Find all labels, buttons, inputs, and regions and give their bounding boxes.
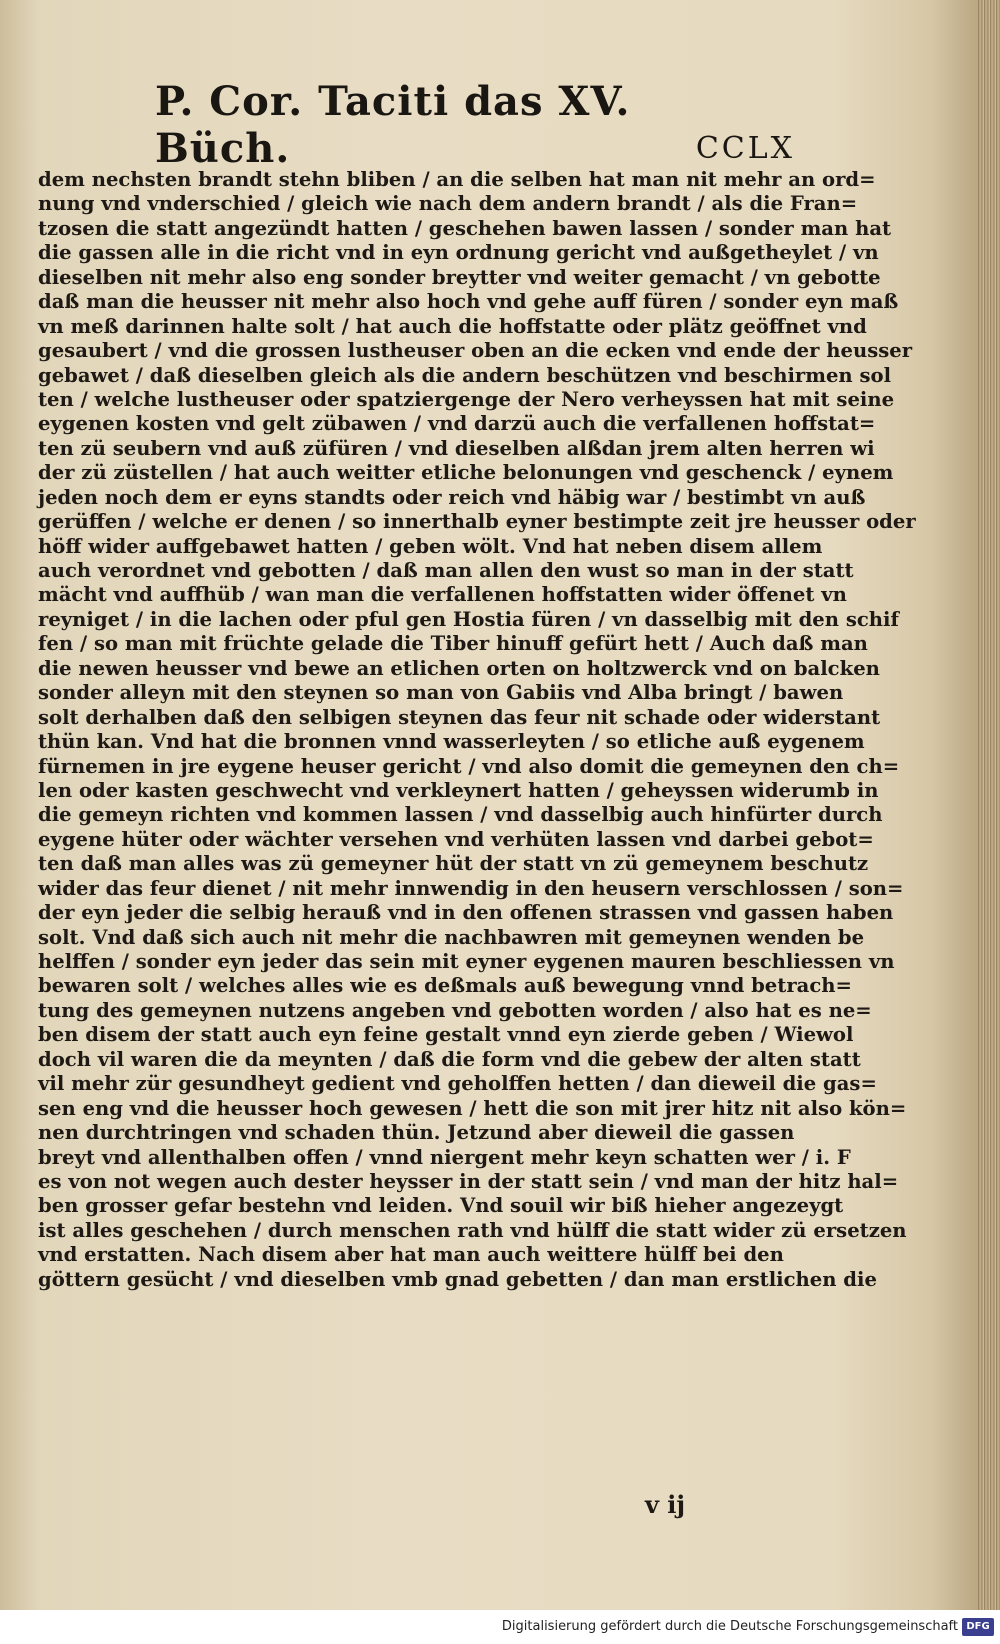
text-line: eygene hüter oder wächter versehen vnd verhüten lassen vnd darbei gebot= <box>38 827 874 851</box>
dfg-logo: DFG <box>962 1618 994 1636</box>
footer-credit: Digitalisierung gefördert durch die Deutsche Forschungsgemeinschaft <box>501 1619 958 1634</box>
text-line: wider das feur dienet / nit mehr innwendig in den heusern verschlossen / son= <box>38 876 904 900</box>
text-line: gesaubert / vnd die grossen lustheuser oben an die ecken vnd ende der heusser <box>38 339 913 363</box>
text-line: ben disem der statt auch eyn feine gestalt vnnd eyn zierde geben / Wiewol <box>38 1023 854 1047</box>
text-line: der eyn jeder die selbig herauß vnd in den offenen strassen vnd gassen haben <box>38 901 894 925</box>
text-line: fürnemen in jre eygene heuser gericht / vnd also domit die gemeynen den ch= <box>38 754 900 778</box>
text-line: fen / so man mit früchte gelade die Tiber hinuff gefürt hett / Auch daß man <box>38 632 868 656</box>
text-line: eygenen kosten vnd gelt zübawen / vnd darzü auch die verfallenen hoffstat= <box>38 412 876 436</box>
text-line: die newen heusser vnd bewe an etlichen orten on holtzwerck vnd on balcken <box>38 656 880 680</box>
text-line: dem nechsten brandt stehn bliben / an die selben hat man nit mehr an ord= <box>38 168 876 191</box>
text-line: ist alles geschehen / durch menschen rath vnd hülff die statt wider zü ersetzen <box>38 1218 907 1242</box>
page-edge <box>978 0 1000 1610</box>
folio-number: CCLX <box>695 131 795 166</box>
text-line: ten daß man alles was zü gemeyner hüt der statt vn zü gemeynem beschutz <box>38 852 869 876</box>
text-line: jeden noch dem er eyns standts oder reich vnd häbig war / bestimbt vn auß <box>38 485 866 509</box>
text-line: ten zü seubern vnd auß züfüren / vnd dieselben alßdan jrem alten herren wi <box>38 436 875 460</box>
text-line: sonder alleyn mit den steynen so man von Gabiis vnd Alba bringt / bawen <box>38 681 844 705</box>
text-line: gebawet / daß dieselben gleich als die andern beschützen vnd beschirmen sol <box>38 363 892 387</box>
text-line: nen durchtringen vnd schaden thün. Jetzund aber dieweil die gassen <box>38 1121 795 1145</box>
text-line: die gassen alle in die richt vnd in eyn ordnung gericht vnd außgetheylet / vn <box>38 241 879 265</box>
signature-mark: v ij <box>645 1490 686 1519</box>
text-line: göttern gesücht / vnd dieselben vmb gnad gebetten / dan man erstlichen die <box>38 1267 877 1291</box>
page-header <box>155 78 795 172</box>
text-line: vil mehr zür gesundheyt gedient vnd geholffen hetten / dan dieweil die gas= <box>38 1072 877 1096</box>
text-line: der zü züstellen / hat auch weitter etliche belonungen vnd geschenck / eynem <box>38 461 894 485</box>
text-line: bewaren solt / welches alles wie es deßmals auß bewegung vnnd betrach= <box>38 974 852 998</box>
text-line: vn meß darinnen halte solt / hat auch die hoffstatte oder plätz geöffnet vnd <box>38 314 867 338</box>
text-line: nung vnd vnderschied / gleich wie nach dem andern brandt / als die Fran= <box>38 192 858 216</box>
text-line: sen eng vnd die heusser hoch gewesen / hett die son mit jrer hitz nit also kön= <box>38 1096 907 1120</box>
text-line: mächt vnd auffhüb / wan man die verfallenen hoffstatten wider öffenet vn <box>38 583 847 607</box>
text-line: dieselben nit mehr also eng sonder breytter vnd weiter gemacht / vn gebotte <box>38 265 881 289</box>
text-line: tung des gemeynen nutzens angeben vnd gebotten worden / also hat es ne= <box>38 998 872 1022</box>
text-line: tzosen die statt angezündt hatten / geschehen bawen lassen / sonder man hat <box>38 216 892 240</box>
footer-bar <box>0 1610 1000 1644</box>
text-line: es von not wegen auch dester heysser in der statt sein / vnd man der hitz hal= <box>38 1169 899 1193</box>
text-line: auch verordnet vnd gebotten / daß man allen den wust so man in der statt <box>38 559 854 582</box>
text-line: höff wider auffgebawet hatten / geben wölt. Vnd hat neben disem allem <box>38 534 823 558</box>
text-line: solt derhalben daß den selbigen steynen das feur nit schade oder widerstant <box>38 705 881 729</box>
text-line: ben grosser gefar bestehn vnd leiden. Vnd souil wir biß hieher angezeygt <box>38 1194 844 1218</box>
text-line: ten / welche lustheuser oder spatziergenge der Nero verheyssen hat mit seine <box>38 387 895 411</box>
text-line: vnd erstatten. Nach disem aber hat man auch weittere hülff bei den <box>38 1243 784 1267</box>
text-line: die gemeyn richten vnd kommen lassen / vnd dasselbig auch hinfürter durch <box>38 803 883 827</box>
running-title: P. Cor. Taciti das XV. Büch. <box>155 78 631 172</box>
text-line: reyniget / in die lachen oder pful gen Hostia füren / vn dasselbig mit den schif <box>38 607 899 631</box>
text-line: helffen / sonder eyn jeder das sein mit eyner eygenen mauren beschliessen vn <box>38 950 895 973</box>
text-line: thün kan. Vnd hat die bronnen vnnd wasserleyten / so etliche auß eygenem <box>38 730 865 754</box>
text-line: solt. Vnd daß sich auch nit mehr die nachbawren mit gemeynen wenden be <box>38 925 865 949</box>
text-line: len oder kasten geschwecht vnd verkleynert hatten / geheyssen widerumb in <box>38 778 879 802</box>
text-line: doch vil waren die da meynten / daß die form vnd die gebew der alten statt <box>38 1047 861 1071</box>
text-line: daß man die heusser nit mehr also hoch vnd gehe auff füren / sonder eyn maß <box>38 290 899 314</box>
body-text <box>38 168 916 1292</box>
text-line: gerüffen / welche er denen / so innerthalb eyner bestimpte zeit jre heusser oder <box>38 510 916 534</box>
text-line: breyt vnd allenthalben offen / vnnd niergent mehr keyn schatten wer / i. F <box>38 1145 851 1169</box>
